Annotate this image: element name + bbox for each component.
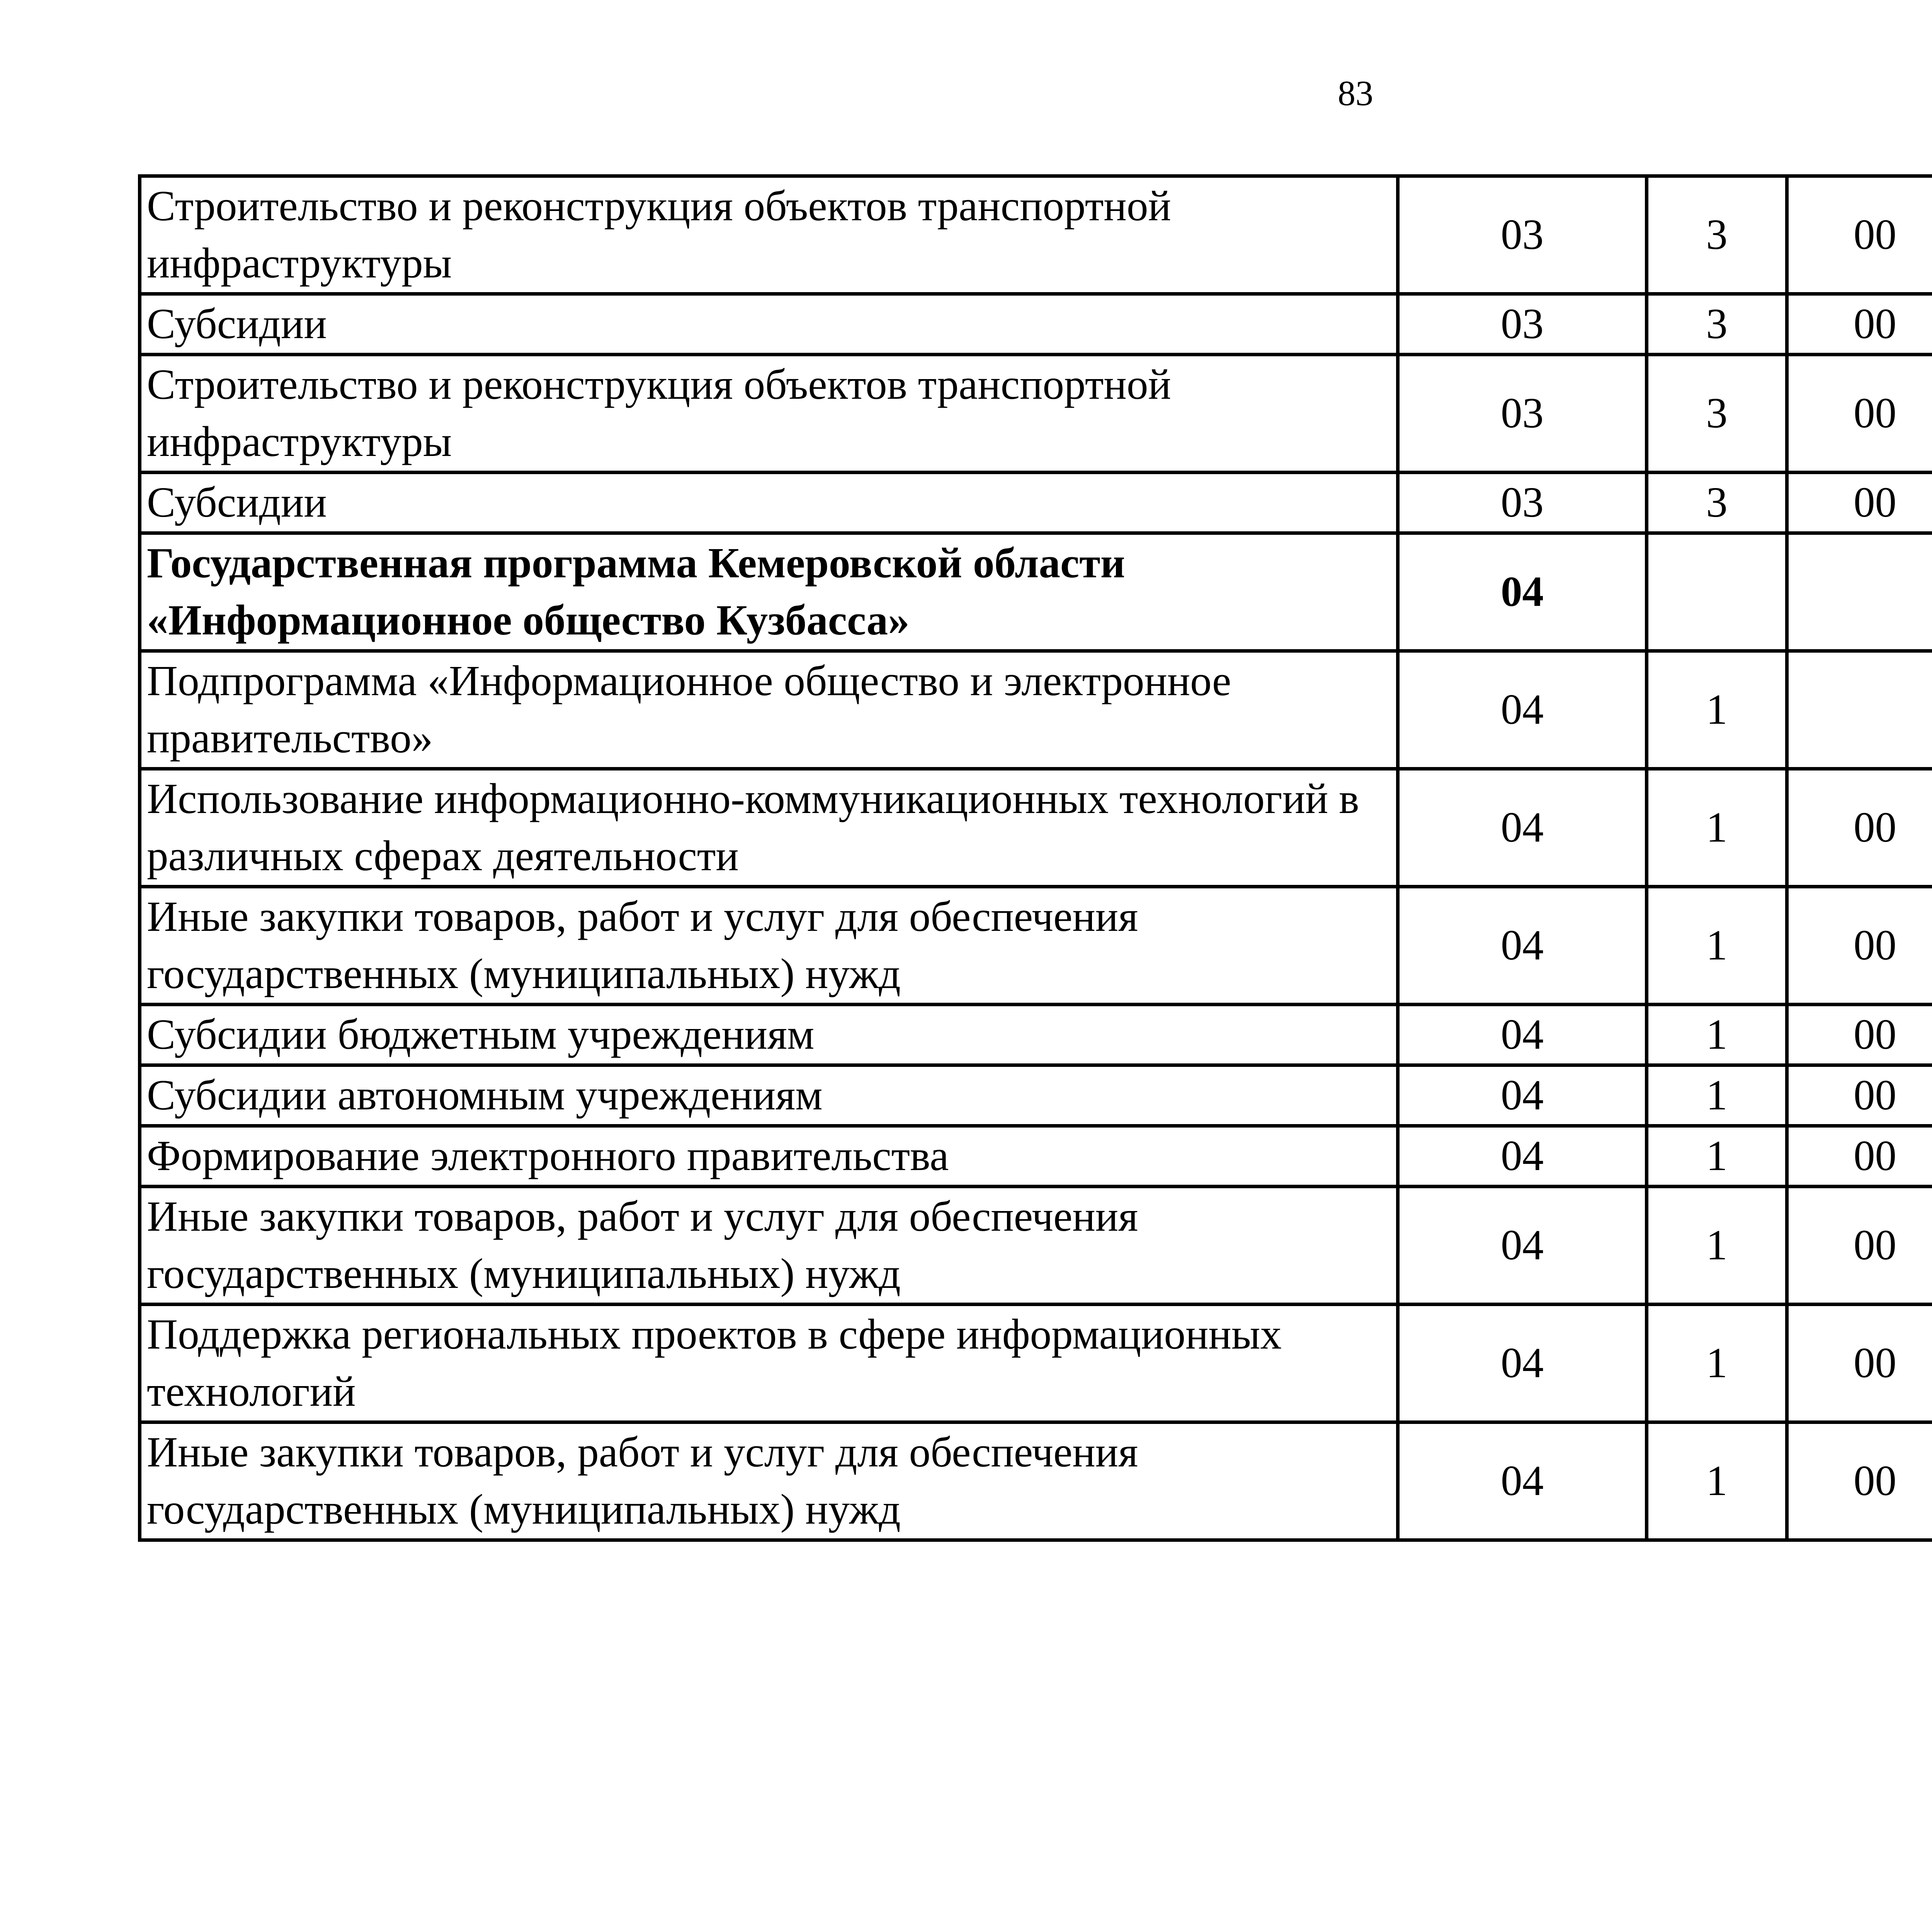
expense-name-cell: Строительство и реконструкция объектов транспортной инфраструктуры: [140, 176, 1398, 294]
expense-name-cell: Подпрограмма «Информационное общество и электронное правительство»: [140, 651, 1398, 769]
subprogram-code-cell: 1: [1647, 1187, 1787, 1305]
subprogram-code-cell: 3: [1647, 355, 1787, 473]
main-activity-code-cell: 00: [1787, 1422, 1932, 1540]
program-code-cell: 03: [1398, 176, 1647, 294]
table-row: [140, 1126, 1932, 1187]
expense-name-cell: Формирование электронного правительства: [140, 1126, 1398, 1187]
table-body: [140, 176, 1932, 1540]
expense-name-cell: Субсидии бюджетным учреждениям: [140, 1005, 1398, 1065]
program-code-cell: 04: [1398, 533, 1647, 651]
subprogram-code-cell: 1: [1647, 1126, 1787, 1187]
expense-name-cell: Поддержка региональных проектов в сфере информационных технологий: [140, 1305, 1398, 1422]
program-code-cell: 04: [1398, 651, 1647, 769]
expense-name-cell: Субсидии: [140, 473, 1398, 533]
subprogram-code-cell: 3: [1647, 294, 1787, 355]
main-activity-code-cell: [1787, 651, 1932, 769]
expense-name-cell: Иные закупки товаров, работ и услуг для обеспечения государственных (муниципальных) нужд: [140, 1187, 1398, 1305]
subprogram-code-cell: 3: [1647, 473, 1787, 533]
program-code-cell: 04: [1398, 887, 1647, 1005]
main-activity-code-cell: 00: [1787, 769, 1932, 887]
program-code-cell: 03: [1398, 294, 1647, 355]
main-activity-code-cell: 00: [1787, 473, 1932, 533]
program-code-cell: 04: [1398, 1422, 1647, 1540]
subprogram-code-cell: 3: [1647, 176, 1787, 294]
expense-name-cell: Иные закупки товаров, работ и услуг для обеспечения государственных (муниципальных) нужд: [140, 1422, 1398, 1540]
table-row: [140, 355, 1932, 473]
table-row: [140, 769, 1932, 887]
subprogram-code-cell: 1: [1647, 1065, 1787, 1126]
subprogram-code-cell: 1: [1647, 887, 1787, 1005]
main-activity-code-cell: 00: [1787, 294, 1932, 355]
table-row: [140, 651, 1932, 769]
table-row: [140, 533, 1932, 651]
main-activity-code-cell: 00: [1787, 1305, 1932, 1422]
program-code-cell: 04: [1398, 1005, 1647, 1065]
table-row: [140, 294, 1932, 355]
subprogram-code-cell: 1: [1647, 1422, 1787, 1540]
main-activity-code-cell: 00: [1787, 887, 1932, 1005]
table-row: [140, 473, 1932, 533]
subprogram-code-cell: 1: [1647, 769, 1787, 887]
program-code-cell: 04: [1398, 1126, 1647, 1187]
subprogram-code-cell: 1: [1647, 1305, 1787, 1422]
subprogram-code-cell: 1: [1647, 1005, 1787, 1065]
expense-name-cell: Субсидии автономным учреждениям: [140, 1065, 1398, 1126]
program-code-cell: 04: [1398, 1187, 1647, 1305]
program-code-cell: 04: [1398, 1065, 1647, 1126]
main-activity-code-cell: 00: [1787, 1126, 1932, 1187]
table-row: [140, 1065, 1932, 1126]
page-number: 83: [1338, 73, 1373, 113]
program-code-cell: 03: [1398, 355, 1647, 473]
main-activity-code-cell: 00: [1787, 1187, 1932, 1305]
subprogram-code-cell: [1647, 533, 1787, 651]
program-code-cell: 04: [1398, 769, 1647, 887]
budget-table: [138, 174, 1932, 1542]
expense-name-cell: Использование информационно-коммуникационных технологий в различных сферах деятельности: [140, 769, 1398, 887]
main-activity-code-cell: [1787, 533, 1932, 651]
expense-name-cell: Строительство и реконструкция объектов транспортной инфраструктуры: [140, 355, 1398, 473]
program-code-cell: 04: [1398, 1305, 1647, 1422]
main-activity-code-cell: 00: [1787, 1005, 1932, 1065]
table-row: [140, 887, 1932, 1005]
program-code-cell: 03: [1398, 473, 1647, 533]
table-row: [140, 1005, 1932, 1065]
expense-name-cell: Иные закупки товаров, работ и услуг для обеспечения государственных (муниципальных) нужд: [140, 887, 1398, 1005]
table-row: [140, 176, 1932, 294]
expense-name-cell: Субсидии: [140, 294, 1398, 355]
table-row: [140, 1187, 1932, 1305]
table-row: [140, 1422, 1932, 1540]
main-activity-code-cell: 00: [1787, 176, 1932, 294]
main-activity-code-cell: 00: [1787, 355, 1932, 473]
expense-name-cell: Государственная программа Кемеровской области «Информационное общество Кузбасса»: [140, 533, 1398, 651]
main-activity-code-cell: 00: [1787, 1065, 1932, 1126]
table-row: [140, 1305, 1932, 1422]
subprogram-code-cell: 1: [1647, 651, 1787, 769]
